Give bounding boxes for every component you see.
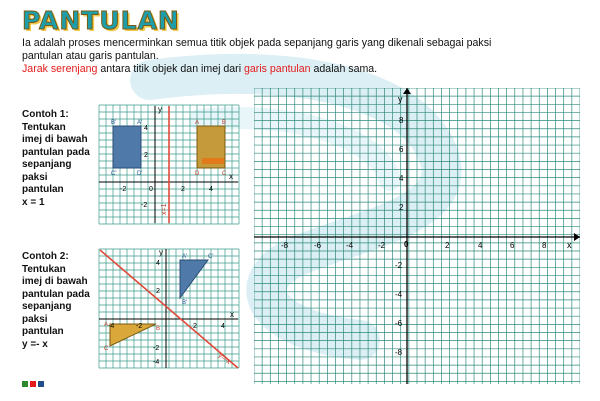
example-2-tick: 4 [156, 260, 160, 267]
main-x-arrow-icon [574, 233, 580, 241]
example-1-vertex: C' [111, 171, 117, 177]
example-1-mirror-label: x=1 [161, 203, 168, 215]
highlight-mirror-line: garis pantulan [244, 63, 311, 75]
main-x-tick: 4 [478, 241, 483, 250]
example-2-tick: -2 [136, 323, 143, 330]
example-1-axis-x-label: x [229, 172, 233, 181]
example-2-line: pantulan [22, 326, 64, 337]
example-2-line: Tentukan [22, 263, 66, 275]
example-1-tick: 4 [144, 125, 148, 132]
main-gridlines [254, 88, 580, 384]
highlight-perpendicular-distance: Jarak serenjang [22, 63, 98, 75]
example-2-grid [96, 246, 241, 371]
intro-text-end: adalah sama. [310, 63, 378, 75]
example-2-vertex: B [156, 326, 161, 332]
main-x-tick: 6 [510, 241, 515, 250]
example-1-vertex: B [222, 120, 227, 126]
example-2-line: paksi [22, 313, 48, 325]
example-1-tick: 4 [209, 186, 213, 193]
main-y-tick: -8 [395, 348, 403, 357]
example-1-tick: -2 [141, 202, 148, 209]
example-1-text [22, 109, 102, 209]
example-2-line: pantulan pada [22, 288, 90, 300]
main-coordinate-grid [254, 88, 580, 384]
main-x-tick: -4 [346, 241, 354, 250]
example-2-text [22, 251, 102, 351]
example-1-vertex: A [195, 120, 200, 126]
example-1-tick: -2 [120, 186, 127, 193]
example-1-line: pantulan [22, 184, 64, 195]
main-x-tick: -6 [314, 241, 322, 250]
main-y-arrow-icon [403, 88, 411, 94]
example-2-tick: 2 [193, 323, 197, 330]
example-1-line: pantulan pada [22, 146, 90, 158]
main-y-tick: 6 [399, 145, 404, 154]
main-x-tick: -8 [281, 241, 289, 250]
main-axis-x-label: x [567, 240, 572, 250]
main-y-tick: 4 [399, 174, 404, 183]
example-2-vertex: C' [208, 254, 214, 260]
main-origin-label: 0 [404, 240, 409, 249]
example-2-mirror-label: y=-x [216, 352, 232, 366]
main-y-tick: 2 [399, 203, 404, 212]
example-1-line: paksi [22, 171, 48, 183]
example-1-axis-y-label: y [158, 105, 162, 114]
main-y-tick: -4 [395, 290, 403, 299]
example-2-object-triangle [110, 324, 156, 346]
example-1-vertex: A' [137, 120, 143, 126]
example-2-vertex: B' [182, 300, 188, 306]
main-x-tick: 2 [445, 241, 450, 250]
example-1-vertex: D [195, 171, 200, 177]
example-1-object-marker [202, 158, 224, 164]
example-2-axis-y-label: y [159, 248, 163, 257]
example-2-tick: -4 [108, 323, 115, 330]
intro-line-3 [22, 63, 377, 75]
main-axis-y-label: y [398, 94, 403, 104]
example-1-grid [96, 103, 241, 226]
example-2-tick: -4 [153, 359, 160, 366]
example-1-line: x = 1 [22, 196, 45, 208]
example-2-tick: 4 [221, 323, 225, 330]
example-2-axis-x-label: x [230, 310, 234, 319]
example-2-vertex: A [104, 322, 109, 328]
example-1-tick: 0 [149, 186, 153, 193]
example-1-line: Contoh 1: [22, 109, 69, 120]
example-1-line: imej di bawah [22, 134, 88, 145]
main-y-tick: -6 [395, 319, 403, 328]
intro-text-middle: antara titik objek dan imej dari [97, 63, 245, 75]
intro-line-2: pantulan atau garis pantulan. [22, 50, 159, 62]
main-y-tick: -2 [395, 261, 403, 270]
example-1-image-rectangle [113, 126, 141, 168]
example-2-line: Contoh 2: [22, 251, 69, 262]
example-2-tick: -2 [153, 345, 160, 352]
intro-line-1: Ia adalah proses mencerminkan semua titik objek pada sepanjang garis yang dikenali sebagai paksi [22, 37, 492, 49]
example-1-tick: 2 [144, 152, 148, 159]
example-2-line: imej di bawah [22, 276, 88, 287]
example-1-line: sepanjang [22, 159, 72, 170]
example-1-tick: 2 [181, 186, 185, 193]
example-2-line: sepanjang [22, 301, 72, 312]
main-x-tick: 8 [542, 241, 547, 250]
example-2-vertex: A' [182, 254, 188, 260]
main-y-tick: 8 [399, 116, 404, 125]
example-2-tick: 2 [156, 288, 160, 295]
example-1-vertex: B' [111, 120, 117, 126]
logo-icon [22, 380, 46, 388]
main-x-tick: -2 [378, 241, 386, 250]
example-2-line: y =- x [22, 338, 48, 350]
example-1-line: Tentukan [22, 121, 66, 133]
example-1-vertex: C [222, 171, 227, 177]
example-1-vertex: D' [137, 171, 143, 177]
example-2-vertex: C [104, 346, 109, 352]
page-title: PANTULAN [22, 6, 180, 35]
